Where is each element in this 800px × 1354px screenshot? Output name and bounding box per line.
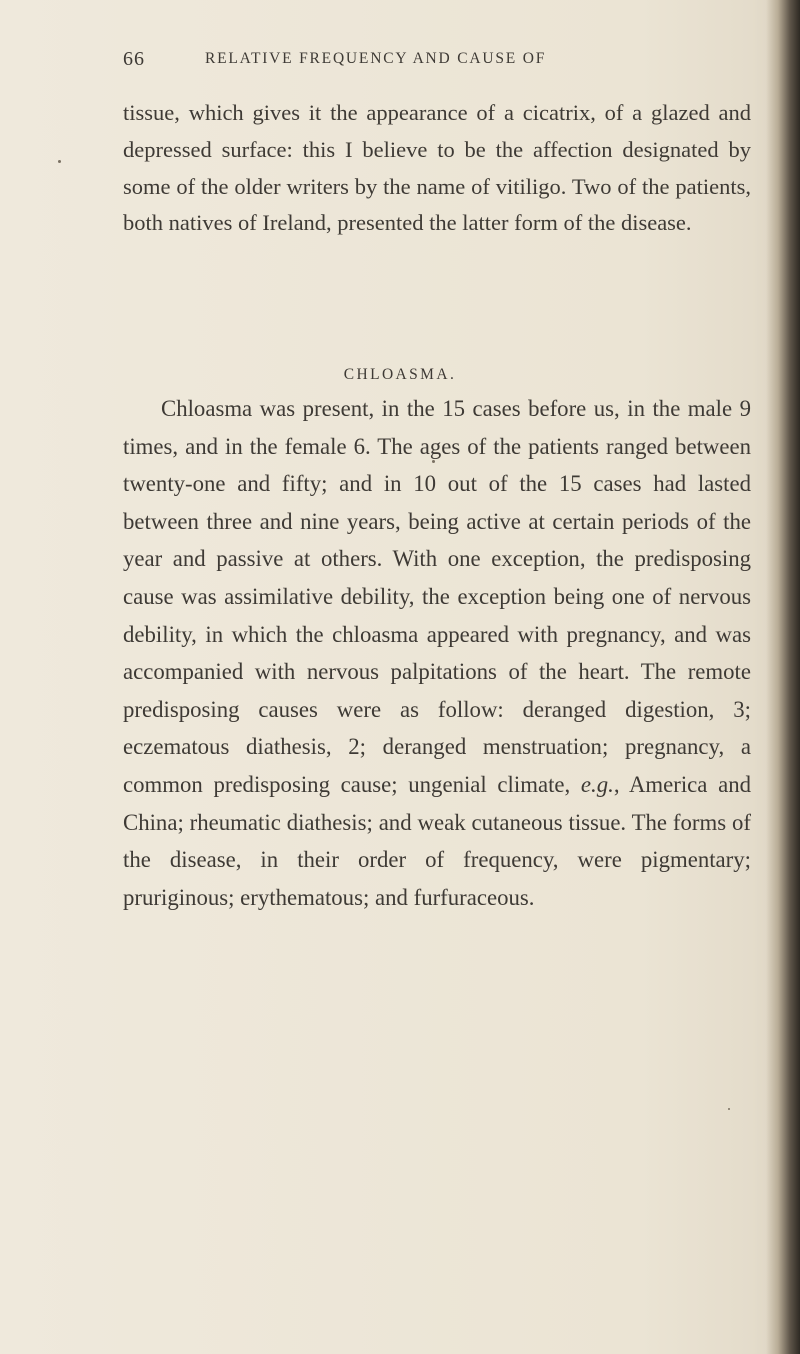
page-header <box>123 48 723 82</box>
page-number: 66 <box>123 48 145 70</box>
paragraph-chloasma-text-a: Chloasma was present, in the 15 cases before us, in the male 9 times, and in the female 6. The ages of the patients ranged between twenty-one and fifty; and in 10 out of the 15 cases had lasted between three and nine years, being active at certain periods of the year and passive at others. With one exception, the predisposing cause was assimilative debility, the exception being one of nervous debility, in which the chloasma appeared with pregnancy, and was accompanied with nervous palpitations of the heart. The remote predisposing causes were as follow: deranged digestion, 3; eczematous diathesis, 2; deranged menstruation; pregnancy, a common predisposing cause; ungenial climate, <box>123 396 751 797</box>
section-heading: CHLOASMA. <box>343 366 457 383</box>
page-edge-shadow <box>766 0 800 1354</box>
paragraph-chloasma-text-b: , America and China; rheumatic diathesis; and weak cutaneous tissue. The forms of the disease, in their order of frequency, were pigmentary; pruriginous; erythematous; and furfuraceous. <box>123 771 752 910</box>
running-head: RELATIVE FREQUENCY AND CAUSE OF <box>205 50 547 67</box>
paragraph-chloasma <box>123 390 751 916</box>
abbreviation-eg: e.g. <box>580 771 614 797</box>
paragraph-vitiligo: tissue, which gives it the appearance of a cicatrix, of a glazed and depressed surface: this I believe to be the affection designated by some of the older writers by the name of vitiligo. Two of the patients, both natives of Ireland, presented the latter form of the disease. <box>123 100 751 236</box>
